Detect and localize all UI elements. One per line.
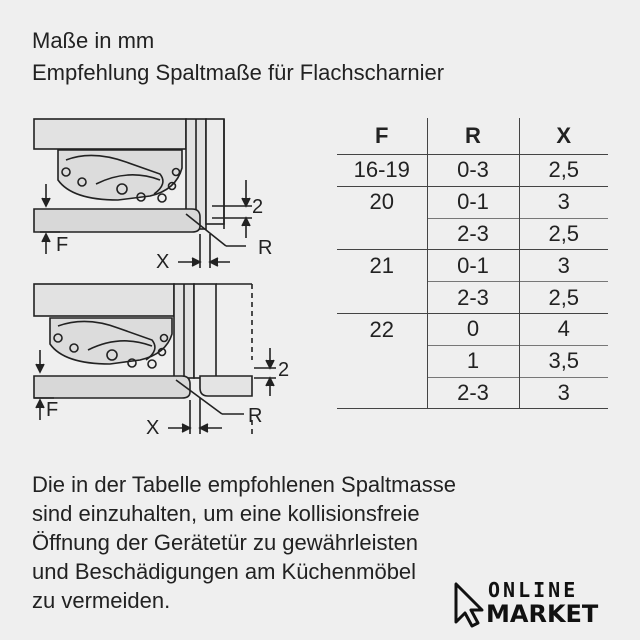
- cell-r: 0-3: [427, 155, 519, 187]
- gap-label-upper: 2: [252, 196, 264, 218]
- cell-r: 0: [427, 313, 519, 345]
- logo-line1: ONLINE: [488, 578, 579, 602]
- f-label-upper: F: [56, 234, 69, 256]
- table-row: [337, 345, 608, 377]
- table-row: [337, 282, 608, 314]
- gap-label-lower: 2: [278, 359, 290, 381]
- note-line: sind einzuhalten, um eine kollisionsfreie: [32, 501, 420, 526]
- cell-r: 2-3: [427, 282, 519, 314]
- cell-x: 2,5: [519, 155, 608, 187]
- cell-f-empty: [337, 282, 427, 314]
- cell-f: 22: [369, 316, 394, 342]
- table-row: [337, 313, 608, 345]
- cell-r: 0-1: [427, 186, 519, 218]
- f-label-lower: F: [46, 399, 59, 421]
- note-line: zu vermeiden.: [32, 588, 171, 613]
- cell-x: 2,5: [519, 218, 608, 250]
- cell-r: 2-3: [427, 218, 519, 250]
- x-label-lower: X: [146, 417, 160, 439]
- cell-f-empty: [337, 377, 427, 409]
- hinge-gap-drawing: [0, 0, 330, 450]
- table-row: [337, 377, 608, 409]
- header-x: X: [519, 118, 608, 155]
- note-line: und Beschädigungen am Küchenmöbel: [32, 559, 417, 584]
- online-market-logo: [452, 578, 602, 630]
- cell-r: 1: [427, 345, 519, 377]
- table-row: [337, 250, 608, 282]
- cell-x: 2,5: [519, 282, 608, 314]
- r-label-lower: R: [248, 405, 263, 427]
- note-line: Die in der Tabelle empfohlenen Spaltmasse: [32, 472, 456, 497]
- cell-r: 0-1: [427, 250, 519, 282]
- cell-r: 2-3: [427, 377, 519, 409]
- cell-x: 3: [519, 250, 608, 282]
- cell-f-empty: [337, 345, 427, 377]
- cell-f: 16-19: [353, 157, 410, 183]
- cell-x: 3: [519, 377, 608, 409]
- cell-f-empty: [337, 218, 427, 250]
- table-row: [337, 186, 608, 218]
- x-label-upper: X: [156, 251, 170, 273]
- heading-recommendation: Empfehlung Spaltmaße für Flachscharnier: [32, 60, 445, 85]
- header-r: R: [427, 118, 519, 155]
- note-line: Öffnung der Gerätetür zu gewährleisten: [32, 530, 419, 555]
- r-label-upper: R: [258, 237, 273, 259]
- gap-dimension-table: [337, 118, 608, 409]
- cell-f: 20: [369, 189, 394, 215]
- cell-x: 3: [519, 186, 608, 218]
- cell-x: 3,5: [519, 345, 608, 377]
- logo-line2: MARKET: [486, 600, 599, 628]
- table-header-row: [337, 118, 608, 155]
- table-row: [337, 155, 608, 187]
- table-row: [337, 218, 608, 250]
- cursor-icon: [452, 582, 484, 628]
- cell-f: 21: [369, 253, 394, 279]
- cell-x: 4: [519, 313, 608, 345]
- heading-units: Maße in mm: [32, 28, 155, 53]
- header-f: F: [375, 123, 389, 148]
